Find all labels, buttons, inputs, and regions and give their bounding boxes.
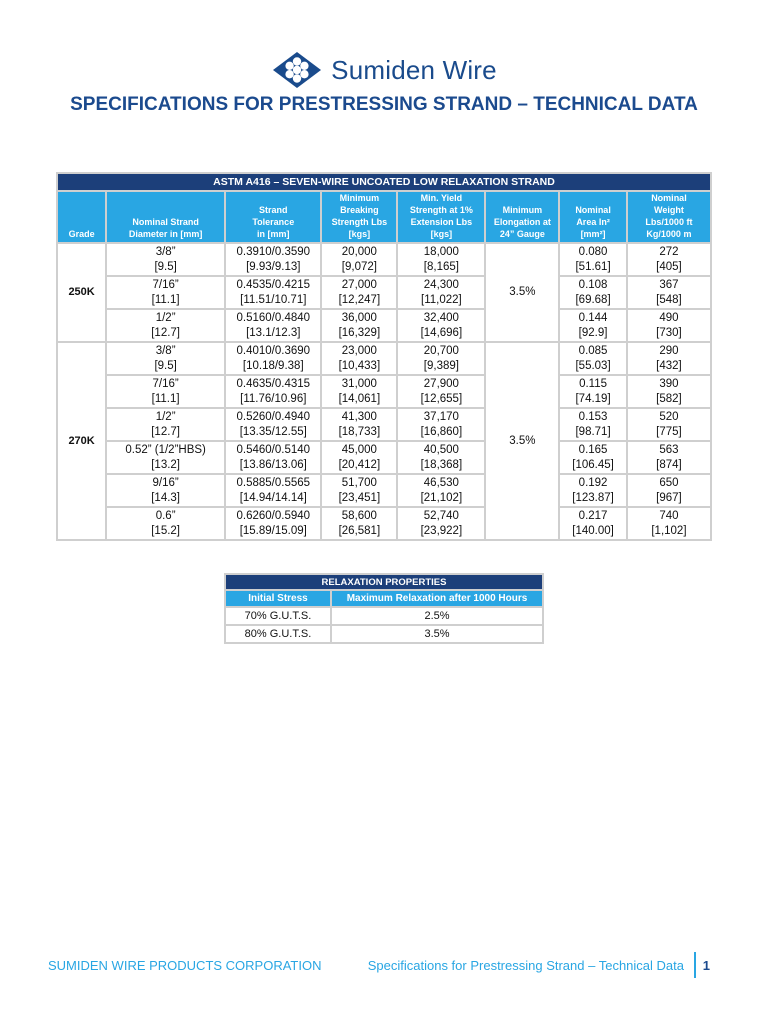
breaking-strength-cell-line: [16,329] bbox=[338, 326, 381, 339]
breaking-strength-cell-line: [18,733] bbox=[338, 425, 381, 438]
table-caption-row bbox=[58, 174, 710, 190]
breaking-strength-cell bbox=[322, 277, 396, 308]
header-tolerance-line: Tolerance bbox=[252, 217, 295, 227]
weight-cell-line: [432] bbox=[656, 359, 682, 372]
relaxation-table bbox=[224, 573, 544, 644]
area-cell-line: [106.45] bbox=[572, 458, 614, 471]
weight-cell-line: [730] bbox=[656, 326, 682, 339]
weight-cell-line: 563 bbox=[659, 443, 679, 456]
breaking-strength-cell-line: 41,300 bbox=[341, 410, 377, 423]
area-cell bbox=[560, 508, 626, 539]
weight-cell bbox=[628, 409, 710, 440]
header-area-line: Area In² bbox=[576, 217, 610, 227]
area-cell-line: [98.71] bbox=[575, 425, 611, 438]
yield-strength-cell-line: 52,740 bbox=[423, 509, 459, 522]
header-grade: Grade bbox=[58, 192, 105, 242]
logo-text: Sumiden Wire bbox=[331, 54, 497, 85]
tolerance-cell-line: [13.35/12.55] bbox=[239, 425, 307, 438]
page-title: SPECIFICATIONS FOR PRESTRESSING STRAND – TECHNICAL DATA bbox=[70, 94, 698, 115]
header-yield-line: Strength at 1% bbox=[409, 205, 473, 215]
area-cell bbox=[560, 442, 626, 473]
area-cell-line: [140.00] bbox=[572, 524, 614, 537]
table-row bbox=[58, 277, 710, 308]
yield-strength-cell bbox=[398, 442, 484, 473]
yield-strength-cell-line: [12,655] bbox=[420, 392, 463, 405]
area-cell bbox=[560, 409, 626, 440]
diameter-cell-line: [13.2] bbox=[151, 458, 181, 471]
tolerance-cell-line: [11.76/10.96] bbox=[240, 392, 307, 405]
weight-cell bbox=[628, 277, 710, 308]
diameter-cell bbox=[107, 310, 224, 341]
breaking-strength-cell-line: 20,000 bbox=[341, 245, 377, 258]
area-cell bbox=[560, 277, 626, 308]
header-yield-line: Min. Yield bbox=[420, 193, 463, 203]
breaking-strength-cell bbox=[322, 376, 396, 407]
tolerance-cell-line: 0.4635/0.4315 bbox=[236, 377, 311, 390]
table-row bbox=[58, 442, 710, 473]
header-elongation-line: Elongation at bbox=[493, 217, 551, 227]
header-diameter-line: Diameter in [mm] bbox=[128, 229, 203, 239]
tolerance-cell-line: 0.4010/0.3690 bbox=[236, 344, 311, 357]
diameter-cell-line: [9.5] bbox=[154, 359, 177, 372]
initial-stress-cell: 70% G.U.T.S. bbox=[226, 608, 330, 624]
header-area-line: Nominal bbox=[575, 205, 611, 215]
diameter-cell-line: 7/16” bbox=[152, 278, 179, 291]
table-row bbox=[226, 626, 542, 642]
yield-strength-cell-line: [16,860] bbox=[420, 425, 463, 438]
header-area bbox=[560, 192, 626, 242]
header-row bbox=[58, 192, 710, 242]
breaking-strength-cell-line: 36,000 bbox=[341, 311, 377, 324]
yield-strength-cell bbox=[398, 508, 484, 539]
tolerance-cell bbox=[226, 277, 320, 308]
header-yield-line: [kgs] bbox=[430, 229, 453, 239]
diameter-cell-line: [9.5] bbox=[154, 260, 177, 273]
yield-strength-cell-line: 46,530 bbox=[423, 476, 459, 489]
table-caption: ASTM A416 – SEVEN-WIRE UNCOATED LOW RELAXATION STRAND bbox=[58, 174, 710, 190]
tolerance-cell-line: 0.6260/0.5940 bbox=[236, 509, 311, 522]
area-cell-line: 0.153 bbox=[578, 410, 608, 423]
breaking-strength-cell-line: [14,061] bbox=[338, 392, 381, 405]
area-cell-line: 0.165 bbox=[578, 443, 608, 456]
area-cell-line: [69.68] bbox=[575, 293, 611, 306]
breaking-strength-cell-line: [12,247] bbox=[338, 293, 381, 306]
weight-cell-line: 390 bbox=[659, 377, 679, 390]
initial-stress-cell: 80% G.U.T.S. bbox=[226, 626, 330, 642]
weight-cell-line: [1,102] bbox=[651, 524, 687, 537]
footer-company: SUMIDEN WIRE PRODUCTS CORPORATION bbox=[48, 958, 322, 973]
footer-doc-title: Specifications for Prestressing Strand – Technical Data bbox=[367, 958, 684, 973]
yield-strength-cell-line: [9,389] bbox=[423, 359, 459, 372]
weight-cell-line: [874] bbox=[656, 458, 682, 471]
yield-strength-cell-line: 18,000 bbox=[423, 245, 459, 258]
header-breaking-line: Breaking bbox=[340, 205, 379, 215]
yield-strength-cell-line: [11,022] bbox=[421, 293, 462, 306]
header-breaking-line: Minimum bbox=[339, 193, 380, 203]
yield-strength-cell bbox=[398, 475, 484, 506]
breaking-strength-cell-line: 51,700 bbox=[341, 476, 377, 489]
yield-strength-cell-line: 20,700 bbox=[423, 344, 459, 357]
weight-cell bbox=[628, 508, 710, 539]
tolerance-cell bbox=[226, 310, 320, 341]
breaking-strength-cell-line: [9,072] bbox=[341, 260, 377, 273]
table-row bbox=[58, 310, 710, 341]
relax-caption: RELAXATION PROPERTIES bbox=[226, 575, 542, 589]
diameter-cell-line: [15.2] bbox=[151, 524, 181, 537]
breaking-strength-cell-line: [26,581] bbox=[338, 524, 381, 537]
header-diameter-line: Nominal Strand bbox=[132, 217, 199, 227]
header-yield-line: Extension Lbs bbox=[410, 217, 473, 227]
breaking-strength-cell-line: [10,433] bbox=[338, 359, 381, 372]
tolerance-cell-line: 0.5160/0.4840 bbox=[236, 311, 311, 324]
header-elongation bbox=[486, 192, 558, 242]
breaking-strength-cell-line: 58,600 bbox=[341, 509, 377, 522]
relax-header-row bbox=[226, 591, 542, 606]
diameter-cell bbox=[107, 244, 224, 275]
yield-strength-cell-line: [14,696] bbox=[420, 326, 463, 339]
tolerance-cell-line: 0.5885/0.5565 bbox=[236, 476, 311, 489]
max-relaxation-cell: 2.5% bbox=[332, 608, 542, 624]
yield-strength-cell-line: [8,165] bbox=[423, 260, 459, 273]
area-cell-line: 0.192 bbox=[578, 476, 608, 489]
yield-strength-cell bbox=[398, 310, 484, 341]
header-weight-line: Lbs/1000 ft bbox=[645, 217, 693, 227]
diameter-cell bbox=[107, 508, 224, 539]
elongation-cell: 3.5% bbox=[486, 343, 558, 539]
diameter-cell-line: [11.1] bbox=[151, 293, 180, 306]
logo bbox=[0, 50, 768, 90]
header-breaking-line: Strength Lbs bbox=[331, 217, 388, 227]
yield-strength-cell-line: [21,102] bbox=[420, 491, 463, 504]
table-row bbox=[58, 508, 710, 539]
breaking-strength-cell-line: [20,412] bbox=[338, 458, 381, 471]
strand-spec-table bbox=[56, 172, 712, 541]
yield-strength-cell bbox=[398, 244, 484, 275]
yield-strength-cell-line: 27,900 bbox=[423, 377, 459, 390]
tolerance-cell bbox=[226, 442, 320, 473]
weight-cell-line: 740 bbox=[659, 509, 679, 522]
diameter-cell-line: 0.52” (1/2”HBS) bbox=[125, 443, 206, 456]
area-cell-line: [74.19] bbox=[575, 392, 611, 405]
area-cell-line: 0.115 bbox=[579, 377, 608, 390]
area-cell-line: [92.9] bbox=[578, 326, 608, 339]
weight-cell-line: [967] bbox=[656, 491, 682, 504]
header-elongation-line: Minimum bbox=[502, 205, 543, 215]
page-number: 1 bbox=[702, 958, 710, 973]
weight-cell-line: [405] bbox=[656, 260, 682, 273]
tolerance-cell-line: [10.18/9.38] bbox=[242, 359, 304, 372]
yield-strength-cell-line: 24,300 bbox=[423, 278, 459, 291]
strand-logo-icon bbox=[271, 50, 323, 90]
weight-cell bbox=[628, 376, 710, 407]
yield-strength-cell bbox=[398, 376, 484, 407]
tolerance-cell bbox=[226, 508, 320, 539]
area-cell bbox=[560, 310, 626, 341]
yield-strength-cell-line: 37,170 bbox=[423, 410, 459, 423]
weight-cell-line: 290 bbox=[659, 344, 679, 357]
area-cell bbox=[560, 343, 626, 374]
yield-strength-cell bbox=[398, 277, 484, 308]
yield-strength-cell bbox=[398, 409, 484, 440]
breaking-strength-cell bbox=[322, 310, 396, 341]
tolerance-cell-line: [15.89/15.09] bbox=[239, 524, 307, 537]
tolerance-cell-line: 0.5260/0.4940 bbox=[236, 410, 311, 423]
header-tolerance-line: in [mm] bbox=[257, 229, 290, 239]
diameter-cell-line: 1/2” bbox=[155, 410, 176, 423]
area-cell-line: 0.108 bbox=[578, 278, 608, 291]
header-area-line: [mm²] bbox=[580, 229, 606, 239]
yield-strength-cell-line: 40,500 bbox=[423, 443, 459, 456]
table-row bbox=[58, 244, 710, 275]
diameter-cell-line: 1/2” bbox=[155, 311, 176, 324]
header-elongation-line: 24” Gauge bbox=[499, 229, 545, 239]
breaking-strength-cell-line: 23,000 bbox=[341, 344, 377, 357]
tolerance-cell bbox=[226, 376, 320, 407]
diameter-cell-line: [14.3] bbox=[151, 491, 181, 504]
header-weight-line: Nominal bbox=[651, 193, 687, 203]
header-breaking-line: [kgs] bbox=[348, 229, 371, 239]
tolerance-cell bbox=[226, 244, 320, 275]
breaking-strength-cell bbox=[322, 244, 396, 275]
breaking-strength-cell bbox=[322, 475, 396, 506]
tolerance-cell bbox=[226, 475, 320, 506]
tolerance-cell-line: [13.86/13.06] bbox=[239, 458, 307, 471]
diameter-cell bbox=[107, 409, 224, 440]
breaking-strength-cell bbox=[322, 343, 396, 374]
grade-cell: 250K bbox=[58, 244, 105, 341]
table-row bbox=[58, 343, 710, 374]
diameter-cell-line: [11.1] bbox=[151, 392, 180, 405]
table-row bbox=[58, 376, 710, 407]
header-weight bbox=[628, 192, 710, 242]
weight-cell-line: [775] bbox=[656, 425, 682, 438]
tolerance-cell bbox=[226, 343, 320, 374]
weight-cell bbox=[628, 244, 710, 275]
diameter-cell bbox=[107, 277, 224, 308]
weight-cell bbox=[628, 310, 710, 341]
tolerance-cell-line: [14.94/14.14] bbox=[239, 491, 307, 504]
yield-strength-cell-line: [23,922] bbox=[420, 524, 463, 537]
breaking-strength-cell bbox=[322, 442, 396, 473]
header-yield bbox=[398, 192, 484, 242]
diameter-cell-line: 0.6” bbox=[155, 509, 176, 522]
tolerance-cell-line: [13.1/12.3] bbox=[246, 326, 301, 339]
breaking-strength-cell-line: 27,000 bbox=[341, 278, 377, 291]
weight-cell bbox=[628, 343, 710, 374]
diameter-cell-line: 7/16” bbox=[152, 377, 179, 390]
table-row bbox=[58, 475, 710, 506]
elongation-cell: 3.5% bbox=[486, 244, 558, 341]
weight-cell-line: 520 bbox=[659, 410, 679, 423]
relax-header: Maximum Relaxation after 1000 Hours bbox=[332, 591, 542, 606]
diameter-cell bbox=[107, 343, 224, 374]
breaking-strength-cell bbox=[322, 508, 396, 539]
header-weight-line: Kg/1000 m bbox=[646, 229, 692, 239]
table-row bbox=[58, 409, 710, 440]
diameter-cell-line: 9/16” bbox=[152, 476, 179, 489]
area-cell bbox=[560, 376, 626, 407]
breaking-strength-cell-line: [23,451] bbox=[338, 491, 381, 504]
area-cell bbox=[560, 475, 626, 506]
weight-cell-line: 650 bbox=[659, 476, 679, 489]
grade-cell: 270K bbox=[58, 343, 105, 539]
weight-cell-line: [582] bbox=[656, 392, 682, 405]
tolerance-cell-line: 0.5460/0.5140 bbox=[236, 443, 311, 456]
diameter-cell-line: [12.7] bbox=[151, 425, 181, 438]
area-cell-line: 0.085 bbox=[578, 344, 608, 357]
yield-strength-cell-line: [18,368] bbox=[420, 458, 463, 471]
tolerance-cell bbox=[226, 409, 320, 440]
yield-strength-cell-line: 32,400 bbox=[423, 311, 459, 324]
diameter-cell bbox=[107, 376, 224, 407]
area-cell-line: [55.03] bbox=[575, 359, 611, 372]
area-cell-line: 0.217 bbox=[578, 509, 608, 522]
area-cell-line: [123.87] bbox=[572, 491, 614, 504]
max-relaxation-cell: 3.5% bbox=[332, 626, 542, 642]
table-row bbox=[226, 608, 542, 624]
header-tolerance bbox=[226, 192, 320, 242]
area-cell-line: [51.61] bbox=[575, 260, 611, 273]
diameter-cell-line: 3/8” bbox=[155, 344, 176, 357]
breaking-strength-cell-line: 31,000 bbox=[341, 377, 377, 390]
area-cell-line: 0.144 bbox=[578, 311, 608, 324]
header-diameter bbox=[107, 192, 224, 242]
weight-cell bbox=[628, 442, 710, 473]
area-cell bbox=[560, 244, 626, 275]
weight-cell-line: 490 bbox=[659, 311, 679, 324]
breaking-strength-cell-line: 45,000 bbox=[341, 443, 377, 456]
diameter-cell bbox=[107, 442, 224, 473]
weight-cell-line: 272 bbox=[659, 245, 679, 258]
tolerance-cell-line: [9.93/9.13] bbox=[246, 260, 301, 273]
area-cell-line: 0.080 bbox=[578, 245, 608, 258]
header-tolerance-line: Strand bbox=[259, 205, 288, 215]
yield-strength-cell bbox=[398, 343, 484, 374]
relax-caption-row bbox=[226, 575, 542, 589]
breaking-strength-cell bbox=[322, 409, 396, 440]
tolerance-cell-line: 0.3910/0.3590 bbox=[236, 245, 311, 258]
relax-header: Initial Stress bbox=[226, 591, 330, 606]
weight-cell bbox=[628, 475, 710, 506]
tolerance-cell-line: 0.4535/0.4215 bbox=[236, 278, 311, 291]
tolerance-cell-line: [11.51/10.71] bbox=[240, 293, 307, 306]
header-breaking bbox=[322, 192, 396, 242]
diameter-cell-line: 3/8” bbox=[155, 245, 176, 258]
header-weight-line: Weight bbox=[654, 205, 684, 215]
diameter-cell-line: [12.7] bbox=[151, 326, 181, 339]
footer-divider bbox=[694, 952, 696, 978]
weight-cell-line: [548] bbox=[656, 293, 682, 306]
footer bbox=[48, 956, 720, 976]
weight-cell-line: 367 bbox=[659, 278, 679, 291]
diameter-cell bbox=[107, 475, 224, 506]
